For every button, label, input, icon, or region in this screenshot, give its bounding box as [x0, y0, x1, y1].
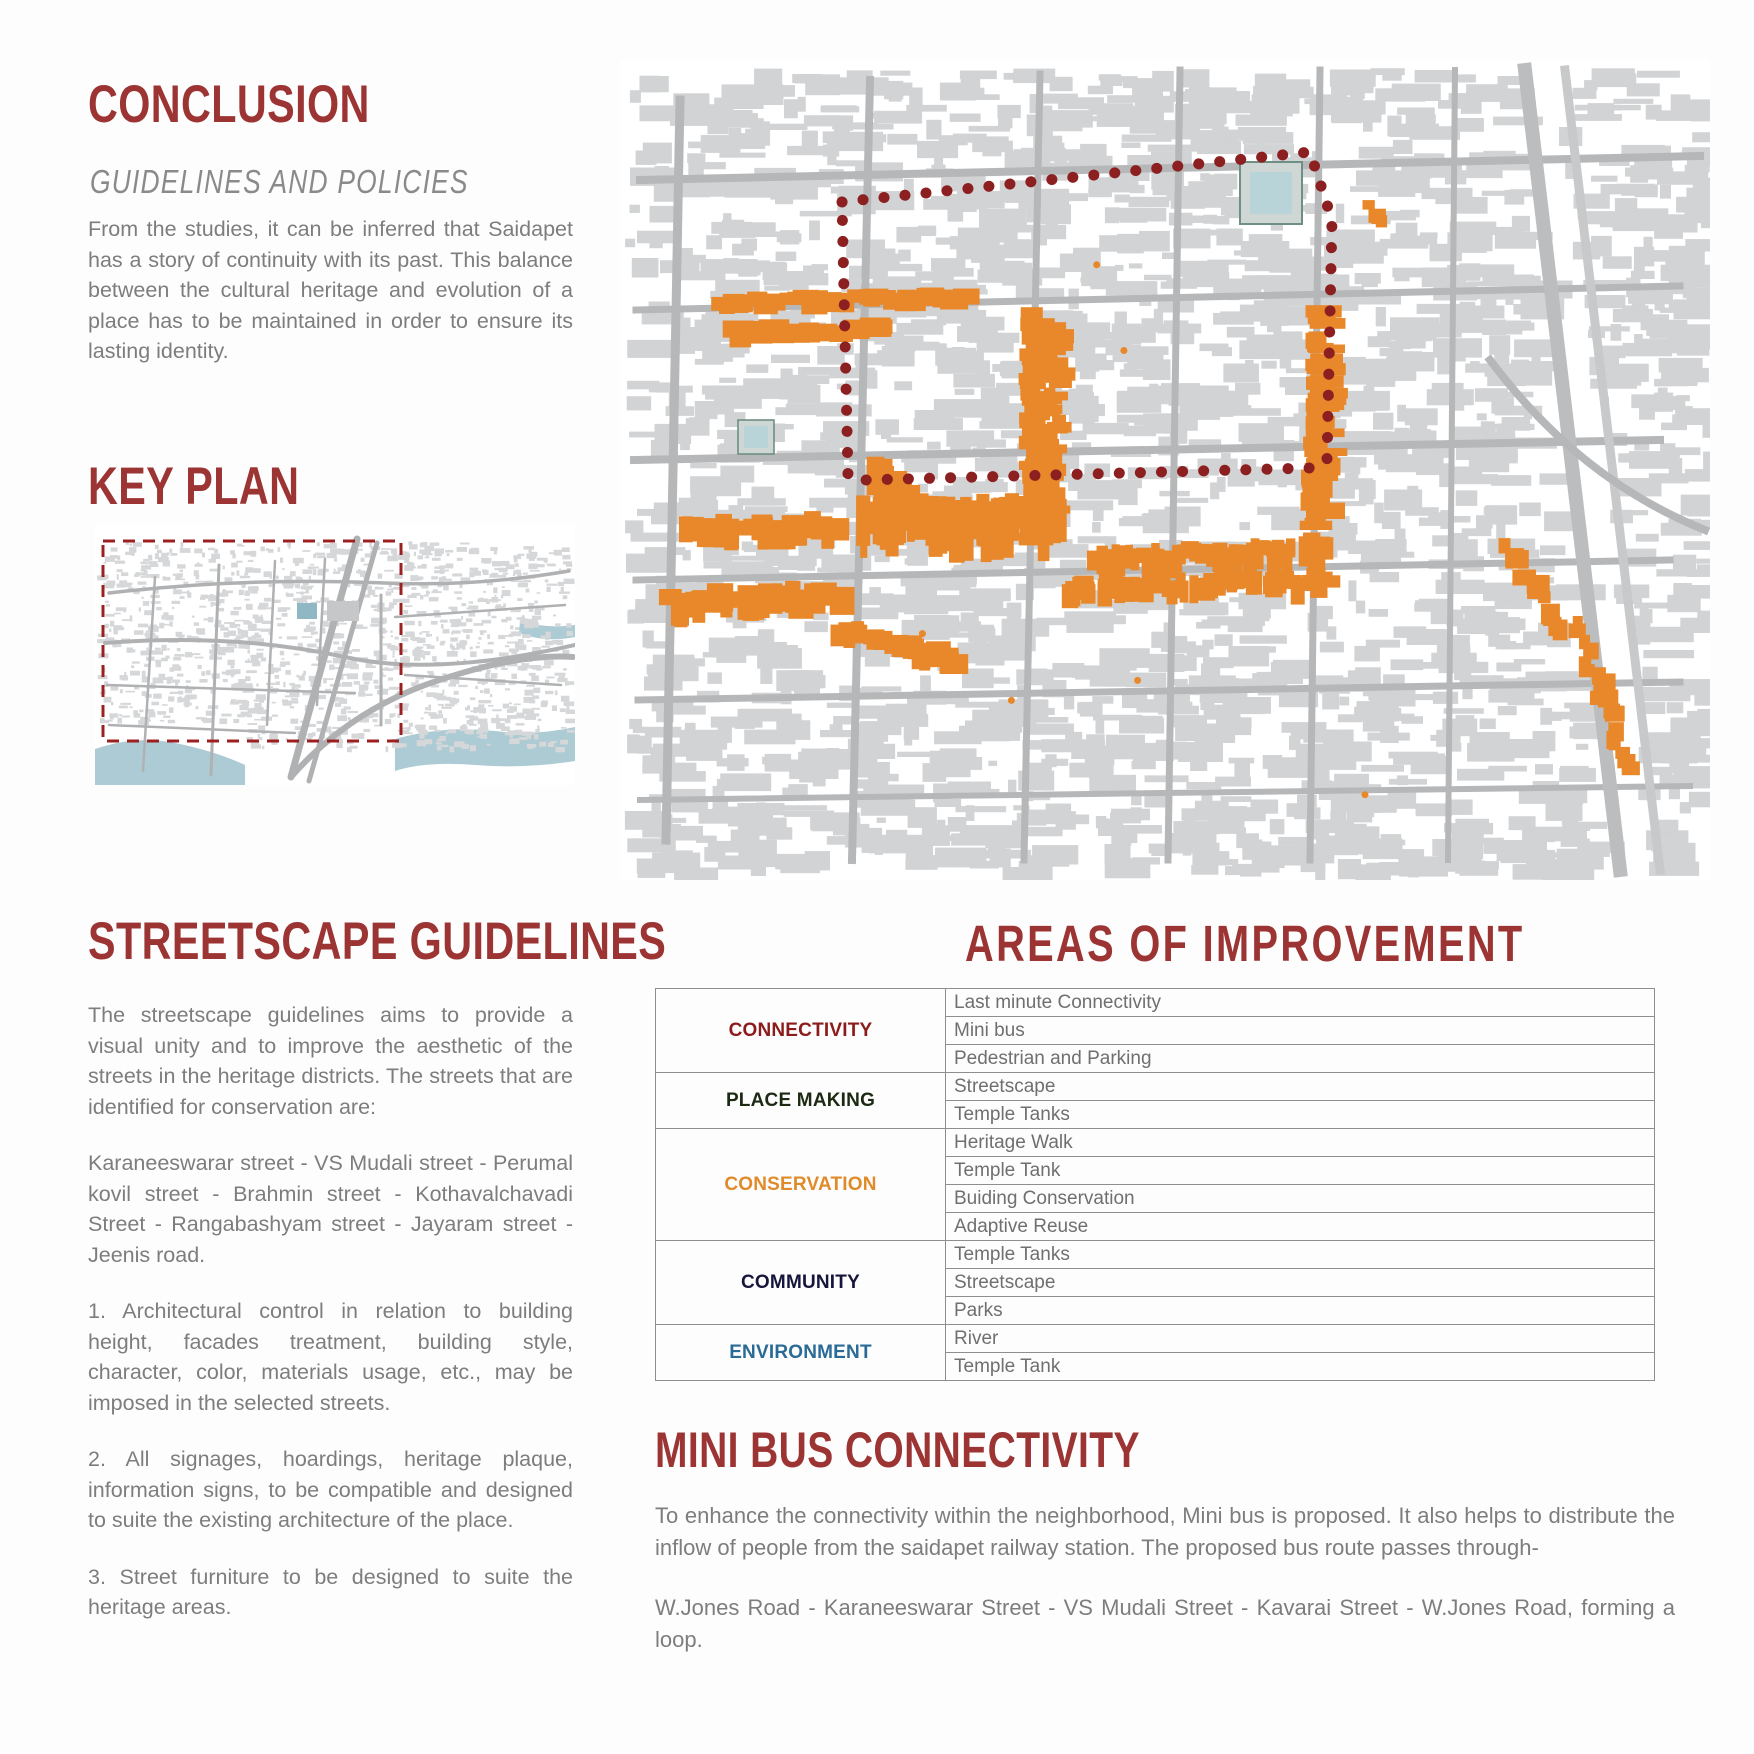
conclusion-subtitle: GUIDELINES AND POLICIES — [90, 163, 469, 200]
map-temple-tank-west — [738, 420, 774, 454]
improvement-category: CONSERVATION — [656, 1129, 946, 1241]
improvement-item: Temple Tanks — [946, 1101, 1655, 1129]
section-title-mini-bus-connectivity: MINI BUS CONNECTIVITY — [655, 1422, 1140, 1478]
table-row — [656, 1241, 1655, 1269]
streetscape-point-3: 3. Street furniture to be designed to suite the heritage areas. — [88, 1564, 573, 1620]
section-title-streetscape-guidelines: STREETSCAPE GUIDELINES — [88, 912, 667, 971]
table-row — [656, 1325, 1655, 1353]
keyplan-temple-tank — [297, 603, 317, 619]
keyplan-block-large — [327, 601, 359, 621]
streetscape-streets: Karaneeswarar street - VS Mudali street - Perumal kovil street - Brahmin street - Kothavalchavadi Street - Rangabashyam street - Jayaram street - Jeenis road. — [88, 1151, 573, 1267]
improvement-item: Buiding Conservation — [946, 1185, 1655, 1213]
key-plan-svg — [95, 525, 575, 785]
streetscape-content — [88, 1000, 573, 1623]
key-plan-map — [95, 525, 575, 785]
improvement-item: River — [946, 1325, 1655, 1353]
improvement-item: Temple Tanks — [946, 1241, 1655, 1269]
heritage-district-map — [620, 60, 1710, 880]
improvement-item: Mini bus — [946, 1017, 1655, 1045]
improvement-item: Streetscape — [946, 1269, 1655, 1297]
table-row — [656, 1073, 1655, 1101]
table-row — [656, 1129, 1655, 1157]
improvement-item: Pedestrian and Parking — [946, 1045, 1655, 1073]
areas-of-improvement-table — [655, 988, 1655, 1381]
page-title-conclusion: CONCLUSION — [88, 75, 370, 134]
improvement-item: Temple Tank — [946, 1353, 1655, 1381]
improvement-item: Heritage Walk — [946, 1129, 1655, 1157]
improvement-category: PLACE MAKING — [656, 1073, 946, 1129]
section-title-areas-of-improvement: AREAS OF IMPROVEMENT — [965, 915, 1525, 972]
conclusion-paragraph: From the studies, it can be inferred that Saidapet has a story of continuity with its past. This balance between the cultural heritage and evolution of a place has to be maintained in order to ensure its lasting identity. — [88, 217, 573, 364]
streetscape-point-1: 1. Architectural control in relation to building height, facades treatment, building style, character, color, materials usage, etc., may be imposed in the selected streets. — [88, 1299, 573, 1415]
map-temple-tank-north — [1240, 162, 1302, 224]
improvement-category: ENVIRONMENT — [656, 1325, 946, 1381]
improvement-item: Parks — [946, 1297, 1655, 1325]
streetscape-intro: The streetscape guidelines aims to provide a visual unity and to improve the aesthetic of the streets in the heritage districts. The streets that are identified for conservation are: — [88, 1003, 573, 1119]
streetscape-point-2: 2. All signages, hoardings, heritage plaque, information signs, to be compatible and designed to suite the existing architecture of the place. — [88, 1447, 573, 1533]
improvement-item: Last minute Connectivity — [946, 989, 1655, 1017]
mini-bus-route: W.Jones Road - Karaneeswarar Street - VS Mudali Street - Kavarai Street - W.Jones Road, forming a loop. — [655, 1594, 1675, 1652]
improvement-category: COMMUNITY — [656, 1241, 946, 1325]
table-row — [656, 989, 1655, 1017]
improvement-category: CONNECTIVITY — [656, 989, 946, 1073]
heritage-district-svg — [620, 60, 1710, 880]
mini-bus-paragraph-1: To enhance the connectivity within the neighborhood, Mini bus is proposed. It also helps to distribute the inflow of people from the saidapet railway station. The proposed bus route passes through- — [655, 1503, 1675, 1560]
mini-bus-content — [655, 1500, 1675, 1656]
improvement-item: Temple Tank — [946, 1157, 1655, 1185]
section-title-key-plan: KEY PLAN — [88, 457, 300, 516]
improvement-item: Adaptive Reuse — [946, 1213, 1655, 1241]
improvement-item: Streetscape — [946, 1073, 1655, 1101]
